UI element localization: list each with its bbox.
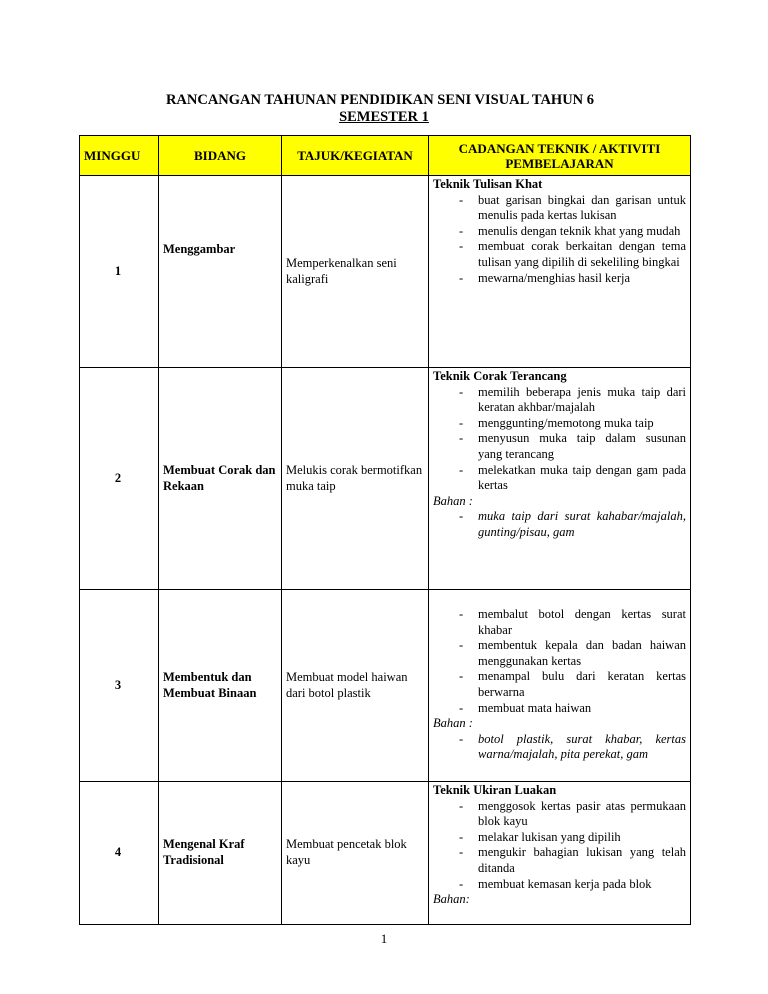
- aktiviti-cell: [429, 176, 691, 368]
- title-line-1: RANCANGAN TAHUNAN PENDIDIKAN SENI VISUAL TAHUN 6: [165, 92, 595, 108]
- list-item: - melakar lukisan yang dipilih: [433, 830, 686, 846]
- activity-list: [433, 799, 686, 893]
- teknik-title: Teknik Corak Terancang: [433, 369, 567, 383]
- activity-list: [433, 385, 686, 494]
- bidang-cell: Mengenal Kraf Tradisional: [159, 782, 282, 925]
- bidang-cell: Membentuk dan Membuat Binaan: [159, 590, 282, 782]
- list-item: - menggosok kertas pasir atas permukaan blok kayu: [433, 799, 686, 830]
- aktiviti-cell: [429, 782, 691, 925]
- annual-plan-table: [79, 135, 691, 925]
- bahan-label: Bahan :: [433, 716, 473, 731]
- week-number: 4: [80, 782, 159, 925]
- list-item: - menyusun muka taip dalam susunan yang terancang: [433, 431, 686, 462]
- list-item: - membuat mata haiwan: [433, 701, 686, 717]
- bahan-list: [433, 509, 686, 540]
- list-item: - membalut botol dengan kertas surat khabar: [433, 607, 686, 638]
- week-number: 1: [80, 176, 159, 368]
- bahan-label: Bahan:: [433, 892, 470, 907]
- header-bidang: BIDANG: [159, 136, 282, 176]
- bidang-cell: Membuat Corak dan Rekaan: [159, 368, 282, 590]
- week-number: 3: [80, 590, 159, 782]
- list-item: - membentuk kepala dan badan haiwan menggunakan kertas: [433, 638, 686, 669]
- activity-list: [433, 193, 686, 287]
- title-line-2: SEMESTER 1: [339, 109, 429, 125]
- list-item: - membuat kemasan kerja pada blok: [433, 877, 686, 893]
- list-item: - membuat corak berkaitan dengan tema tulisan yang dipilih di sekeliling bingkai: [433, 239, 686, 270]
- list-item: - buat garisan bingkai dan garisan untuk menulis pada kertas lukisan: [433, 193, 686, 224]
- list-item: - melekatkan muka taip dengan gam pada kertas: [433, 463, 686, 494]
- bahan-list: [433, 732, 686, 763]
- document-title: [0, 92, 768, 126]
- week-number: 2: [80, 368, 159, 590]
- page-number: 1: [380, 931, 388, 946]
- table-row: [80, 368, 691, 590]
- list-item: - botol plastik, surat khabar, kertas warna/majalah, pita perekat, gam: [433, 732, 686, 763]
- list-item: - muka taip dari surat kahabar/majalah, gunting/pisau, gam: [433, 509, 686, 540]
- list-item: - menampal bulu dari keratan kertas berwarna: [433, 669, 686, 700]
- list-item: - menggunting/memotong muka taip: [433, 416, 686, 432]
- tajuk-cell: Membuat pencetak blok kayu: [282, 782, 429, 925]
- teknik-title: Teknik Ukiran Luakan: [433, 783, 557, 797]
- tajuk-cell: Melukis corak bermotifkan muka taip: [282, 368, 429, 590]
- header-tajuk: TAJUK/KEGIATAN: [282, 136, 429, 176]
- teknik-title: Teknik Tulisan Khat: [433, 177, 543, 191]
- list-item: - menulis dengan teknik khat yang mudah: [433, 224, 686, 240]
- tajuk-cell: Memperkenalkan seni kaligrafi: [282, 176, 429, 368]
- table-row: [80, 782, 691, 925]
- bahan-label: Bahan :: [433, 493, 473, 508]
- list-item: - memilih beberapa jenis muka taip dari keratan akhbar/majalah: [433, 385, 686, 416]
- header-minggu: MINGGU: [80, 136, 159, 176]
- table-header-row: [80, 136, 691, 176]
- list-item: - mengukir bahagian lukisan yang telah ditanda: [433, 845, 686, 876]
- aktiviti-cell: [429, 590, 691, 782]
- aktiviti-cell: [429, 368, 691, 590]
- list-item: - mewarna/menghias hasil kerja: [433, 271, 686, 287]
- activity-list: [433, 607, 686, 716]
- header-cadangan: CADANGAN TEKNIK / AKTIVITI PEMBELAJARAN: [429, 136, 691, 176]
- tajuk-cell: Membuat model haiwan dari botol plastik: [282, 590, 429, 782]
- table-row: [80, 176, 691, 368]
- bidang-cell: Menggambar: [159, 176, 282, 368]
- table-row: [80, 590, 691, 782]
